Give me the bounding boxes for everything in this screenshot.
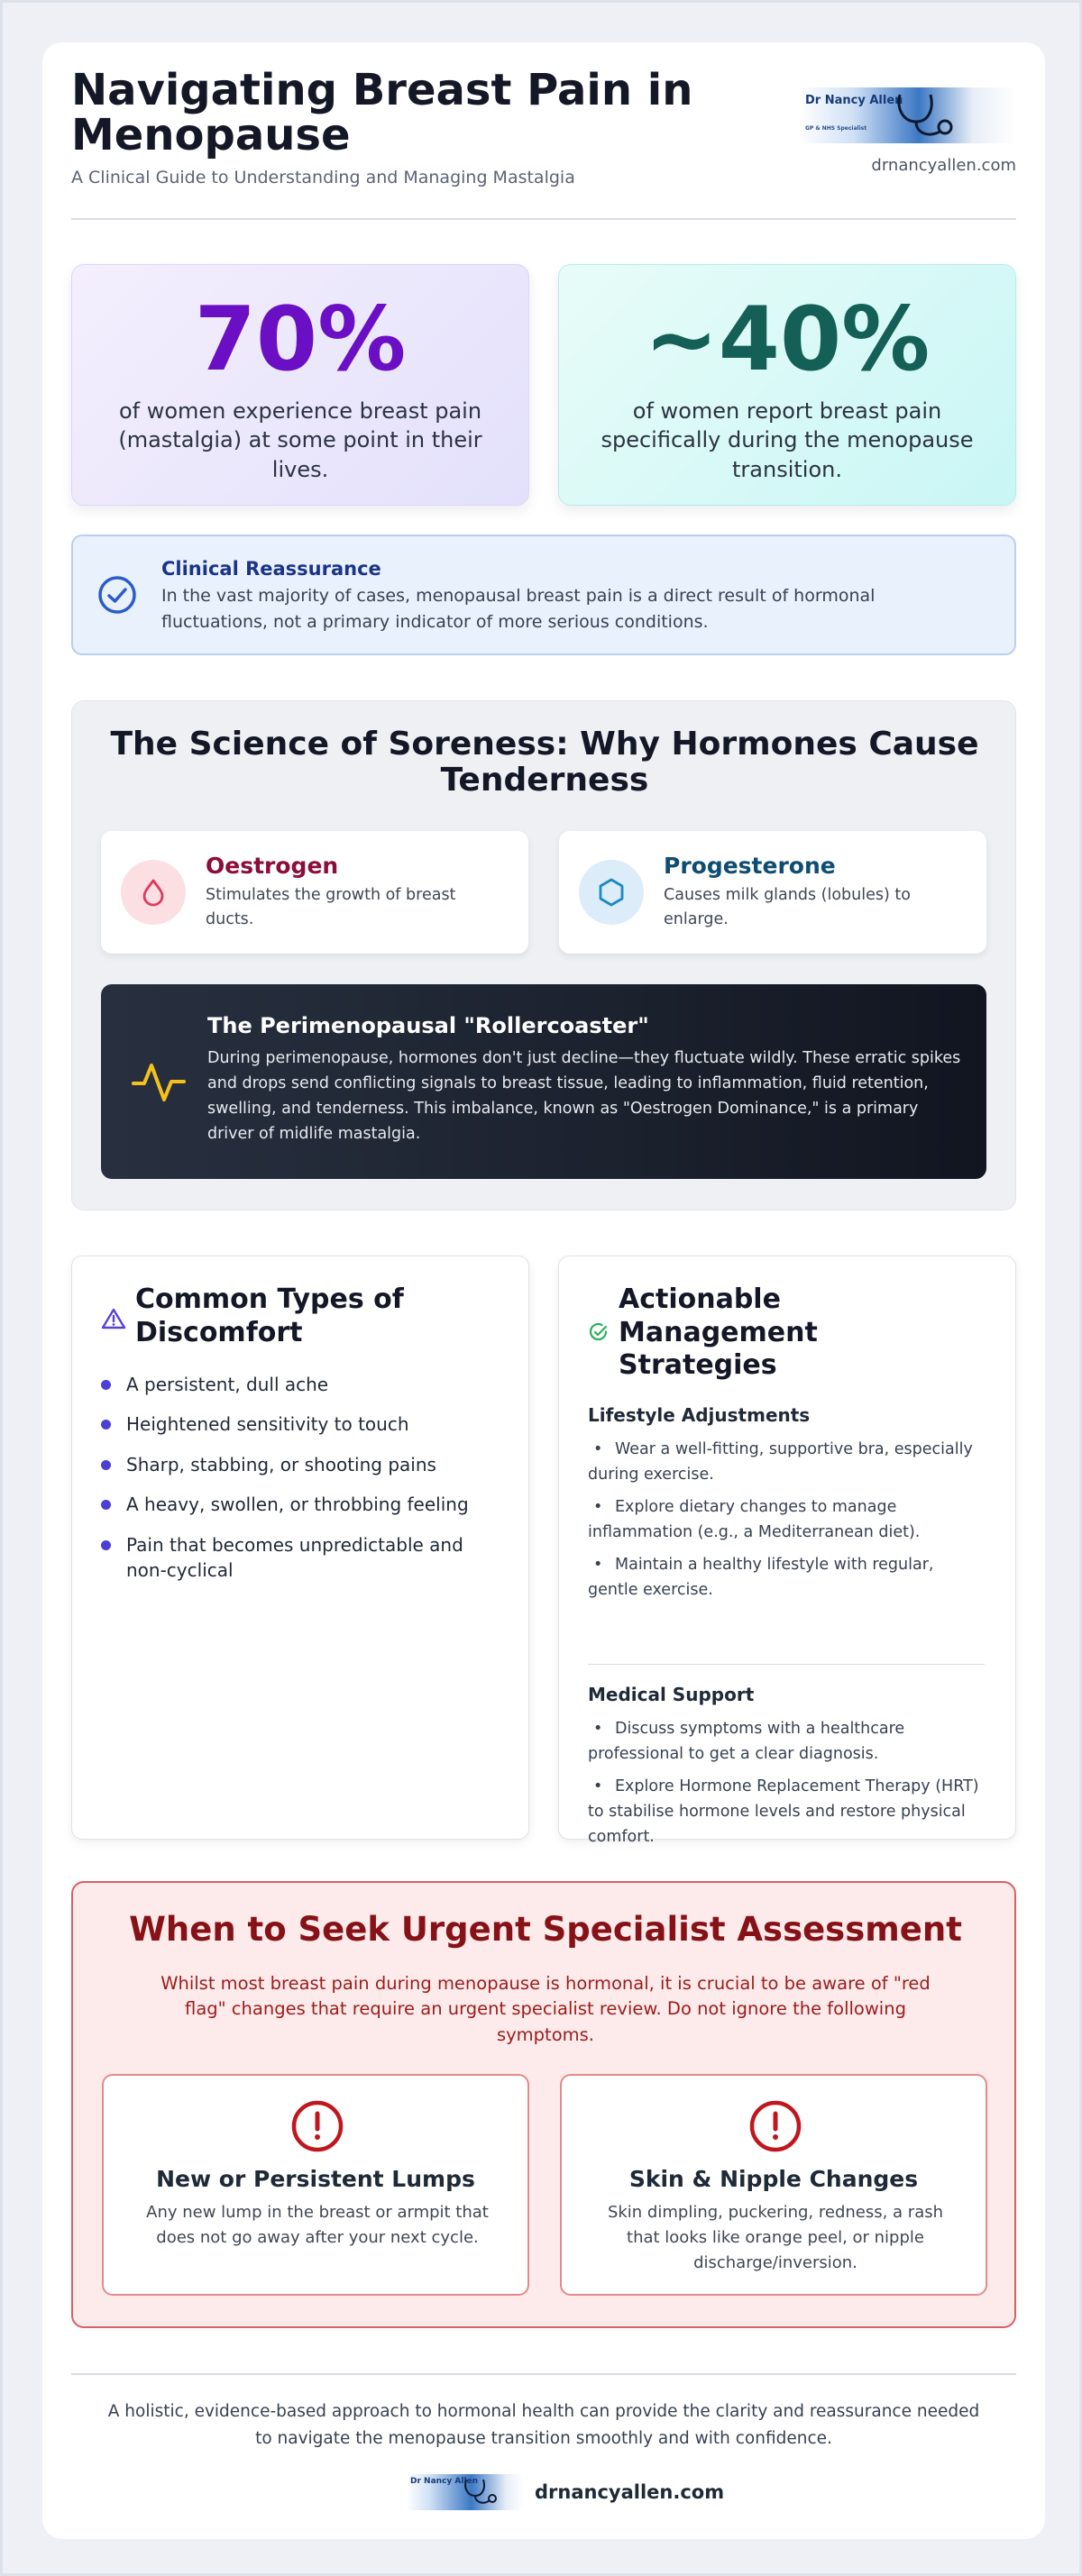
list-item: • Explore Hormone Replacement Therapy (HRT) to stabilise hormone levels and restore physical comfort. (588, 1774, 985, 1850)
footer-logo-name: Dr Nancy Allen (410, 2477, 479, 2486)
hormone-description: Causes milk glands (lobules) to enlarge. (664, 886, 911, 929)
management-strategies-card (558, 1256, 1016, 1846)
logo-tagline: GP & NHS Specialist (805, 125, 867, 132)
site-url[interactable]: drnancyallen.com (871, 156, 1016, 175)
logo-name: Dr Nancy Allen (805, 94, 903, 107)
stat-value: ~40% (644, 288, 931, 391)
discomfort-title: Common Types of Discomfort (135, 1283, 404, 1348)
medical-list (588, 1716, 985, 1850)
red-flag-text: Skin dimpling, puckering, redness, a rash that looks like orange peel, or nipple discharge/inversion. (607, 2203, 944, 2272)
list-item: Heightened sensitivity to touch (101, 1411, 498, 1437)
header (71, 65, 1016, 187)
lifestyle-list (588, 1437, 985, 1603)
brand-logo[interactable] (800, 87, 1016, 143)
stat-description: of women report breast pain specifically during the menopause transition. (601, 398, 974, 482)
strategies-divider (588, 1664, 985, 1665)
urgent-assessment-section (71, 1881, 1016, 2328)
footer-divider (71, 2373, 1016, 2375)
page-title: Navigating Breast Pain in Menopause (71, 65, 693, 161)
red-flag-title: New or Persistent Lumps (156, 2166, 475, 2192)
list-item: • Discuss symptoms with a healthcare professional to get a clear diagnosis. (588, 1716, 985, 1767)
red-flag-title: Skin & Nipple Changes (628, 2166, 919, 2192)
page-subtitle: A Clinical Guide to Understanding and Managing Mastalgia (71, 167, 575, 187)
stethoscope-icon (463, 2478, 499, 2507)
hexagon-icon (579, 860, 644, 925)
check-circle-icon (96, 574, 138, 616)
hormone-name: Progesterone (664, 853, 836, 879)
rollercoaster-callout (101, 984, 986, 1179)
check-circle-icon (588, 1321, 610, 1343)
urgent-intro: Whilst most breast pain during menopause is hormonal, it is crucial to be aware of "red flag" changes that require an urgent specialist review. Do not ignore the following symptoms. (160, 1973, 931, 2045)
footer-url[interactable]: drnancyallen.com (535, 2481, 725, 2503)
header-divider (71, 218, 1016, 220)
list-item: • Explore dietary changes to manage inflammation (e.g., a Mediterranean diet). (588, 1494, 985, 1545)
alert-circle-icon (748, 2099, 802, 2153)
brand (800, 87, 1016, 175)
stat-value: 70% (194, 288, 407, 391)
red-flag-card-lumps (102, 2074, 529, 2296)
infographic-card (42, 42, 1045, 2539)
strategies-title: Actionable Management Strategies (619, 1283, 818, 1382)
stat-description: of women experience breast pain (mastalgia) at some point in their lives. (118, 398, 482, 482)
rollercoaster-title: The Perimenopausal "Rollercoaster" (207, 1013, 649, 1038)
alert-circle-icon (290, 2099, 344, 2153)
activity-icon (132, 1056, 186, 1107)
list-item: A persistent, dull ache (101, 1372, 498, 1397)
reassurance-title: Clinical Reassurance (161, 558, 381, 580)
reassurance-text: In the vast majority of cases, menopausal breast pain is a direct result of hormonal fluctuations, not a primary indicator of more serious conditions. (161, 586, 876, 632)
stethoscope-icon (894, 91, 959, 142)
hormone-name: Oestrogen (206, 853, 339, 879)
footer-brand (407, 2472, 725, 2514)
discomfort-types-card (71, 1256, 529, 1840)
hormone-card-progesterone (559, 831, 986, 954)
hormone-card-oestrogen (101, 831, 528, 954)
stat-card-lifetime (71, 264, 529, 506)
list-item: • Maintain a healthy lifestyle with regular, gentle exercise. (588, 1552, 985, 1603)
rollercoaster-text: During perimenopause, hormones don't just decline—they fluctuate wildly. These erratic spikes and drops send conflicting signals to breast tissue, leading to inflammation, fluid retention, swelling, and tenderness. This imbalance, known as "Oestrogen Dominance," is a primary driver of midlife mastalgia. (207, 1049, 961, 1143)
discomfort-list (101, 1372, 498, 1597)
footer-logo[interactable] (407, 2474, 524, 2510)
science-section (71, 700, 1016, 1210)
medical-title: Medical Support (588, 1684, 755, 1705)
warning-triangle-icon (101, 1307, 126, 1330)
list-item: Pain that becomes unpredictable and non-cyclical (101, 1532, 498, 1584)
medical-support (588, 1684, 985, 1857)
list-item: A heavy, swollen, or throbbing feeling (101, 1492, 498, 1517)
science-title: The Science of Soreness: Why Hormones Cause Tenderness (110, 726, 979, 799)
stat-card-menopause (558, 264, 1016, 506)
footer-text: A holistic, evidence-based approach to hormonal health can provide the clarity and reassurance needed to navigate the menopause transition smoothly and with confidence. (107, 2402, 980, 2448)
urgent-title: When to Seek Urgent Specialist Assessment (129, 1910, 962, 1949)
lifestyle-adjustments (588, 1404, 985, 1610)
list-item: • Wear a well-fitting, supportive bra, especially during exercise. (588, 1437, 985, 1487)
hormone-description: Stimulates the growth of breast ducts. (206, 886, 456, 929)
clinical-reassurance-callout (71, 534, 1016, 655)
lifestyle-title: Lifestyle Adjustments (588, 1404, 811, 1426)
red-flag-card-skin (560, 2074, 987, 2296)
list-item: Sharp, stabbing, or shooting pains (101, 1452, 498, 1477)
droplet-icon (121, 860, 186, 925)
red-flag-text: Any new lump in the breast or armpit that does not go away after your next cycle. (146, 2203, 489, 2247)
